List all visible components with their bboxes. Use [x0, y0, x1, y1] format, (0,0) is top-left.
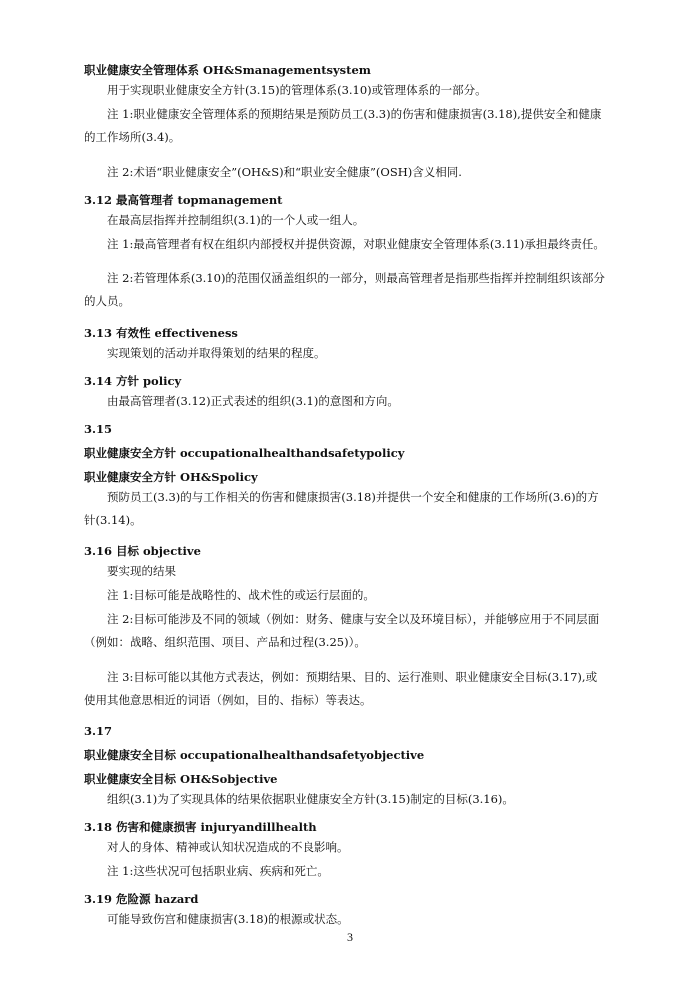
- definition-text: 可能导致伤宫和健康损害(3.18)的根源或状态。: [107, 912, 349, 926]
- definition-text: 预防员工(3.3)的与工作相关的伤害和健康损害(3.18)并提供一个安全和健康的工作场所(3.6)的方针(3.14)。: [84, 489, 599, 527]
- note-text: 注 1:这些状况可包括职业病、疾病和死亡。: [107, 864, 329, 878]
- definition-text: 要实现的结果: [107, 564, 176, 578]
- note-text: 注 2:若管理体系(3.10)的范围仅涵盖组织的一部分，则最高管理者是指那些指挥并控制组织该部分的人员。: [84, 271, 605, 308]
- term-heading: 职业健康安全方针 OH&Spolicy: [84, 469, 258, 484]
- term-number: 3.15: [84, 421, 113, 436]
- page-number: 3: [347, 930, 353, 944]
- note-text: 注 1:最高管理者有权在组织内部授权并提供资源，对职业健康安全管理体系(3.11)承担最终责任。: [107, 236, 605, 251]
- definition-text: 对人的身体、精神或认知状况造成的不良影响。: [107, 840, 349, 854]
- note-text: 注 2:目标可能涉及不同的领域（例如：财务、健康与安全以及环境目标），并能够应用于不同层面（例如：战略、组织范围、项目、产品和过程(3.25)）。: [84, 612, 600, 649]
- note-text: 注 1:目标可能是战略性的、战术性的或运行层面的。: [107, 588, 375, 602]
- term-heading: 职业健康安全管理体系 OH&Smanagementsystem: [84, 63, 371, 77]
- term-heading: 3.14 方针 policy: [84, 373, 182, 388]
- note-text: 注 2:术语“职业健康安全”(OH&S)和“职业安全健康”(OSH)含义相同.: [107, 164, 462, 179]
- term-heading: 3.18 伤害和健康损害 injuryandillhealth: [84, 820, 317, 834]
- document-body: [84, 62, 614, 931]
- term-heading: 3.13 有效性 effectiveness: [84, 325, 238, 340]
- term-heading: 3.19 危险源 hazard: [84, 892, 199, 906]
- definition-text: 在最高层指挥并控制组织(3.1)的一个人或一组人。: [107, 212, 365, 227]
- definition-text: 组织(3.1)为了实现具体的结果依据职业健康安全方针(3.15)制定的目标(3.16)。: [107, 792, 514, 806]
- note-text: 注 1:职业健康安全管理体系的预期结果是预防员工(3.3)的伤害和健康损害(3.18),提供安全和健康的工作场所(3.4)。: [84, 107, 602, 144]
- definition-text: 用于实现职业健康安全方针(3.15)的管理体系(3.10)或管理体系的一部分。: [107, 83, 487, 97]
- term-heading: 3.16 目标 objective: [84, 544, 201, 558]
- definition-text: 实现策划的活动并取得策划的结果的程度。: [107, 345, 326, 360]
- definition-text: 由最高管理者(3.12)正式表述的组织(3.1)的意图和方向。: [107, 393, 399, 408]
- term-heading: 职业健康安全方针 occupationalhealthandsafetypolicy: [84, 445, 405, 460]
- term-number: 3.17: [84, 724, 113, 738]
- term-heading: 3.12 最高管理者 topmanagement: [84, 192, 283, 207]
- note-text: 注 3:目标可能以其他方式表达，例如：预期结果、目的、运行准则、职业健康安全目标(3.17),或使用其他意思相近的词语（例如，目的、指标）等表达。: [84, 669, 598, 707]
- term-heading: 职业健康安全目标 occupationalhealthandsafetyobjective: [84, 748, 425, 762]
- term-heading: 职业健康安全目标 OH&Sobjective: [84, 772, 278, 786]
